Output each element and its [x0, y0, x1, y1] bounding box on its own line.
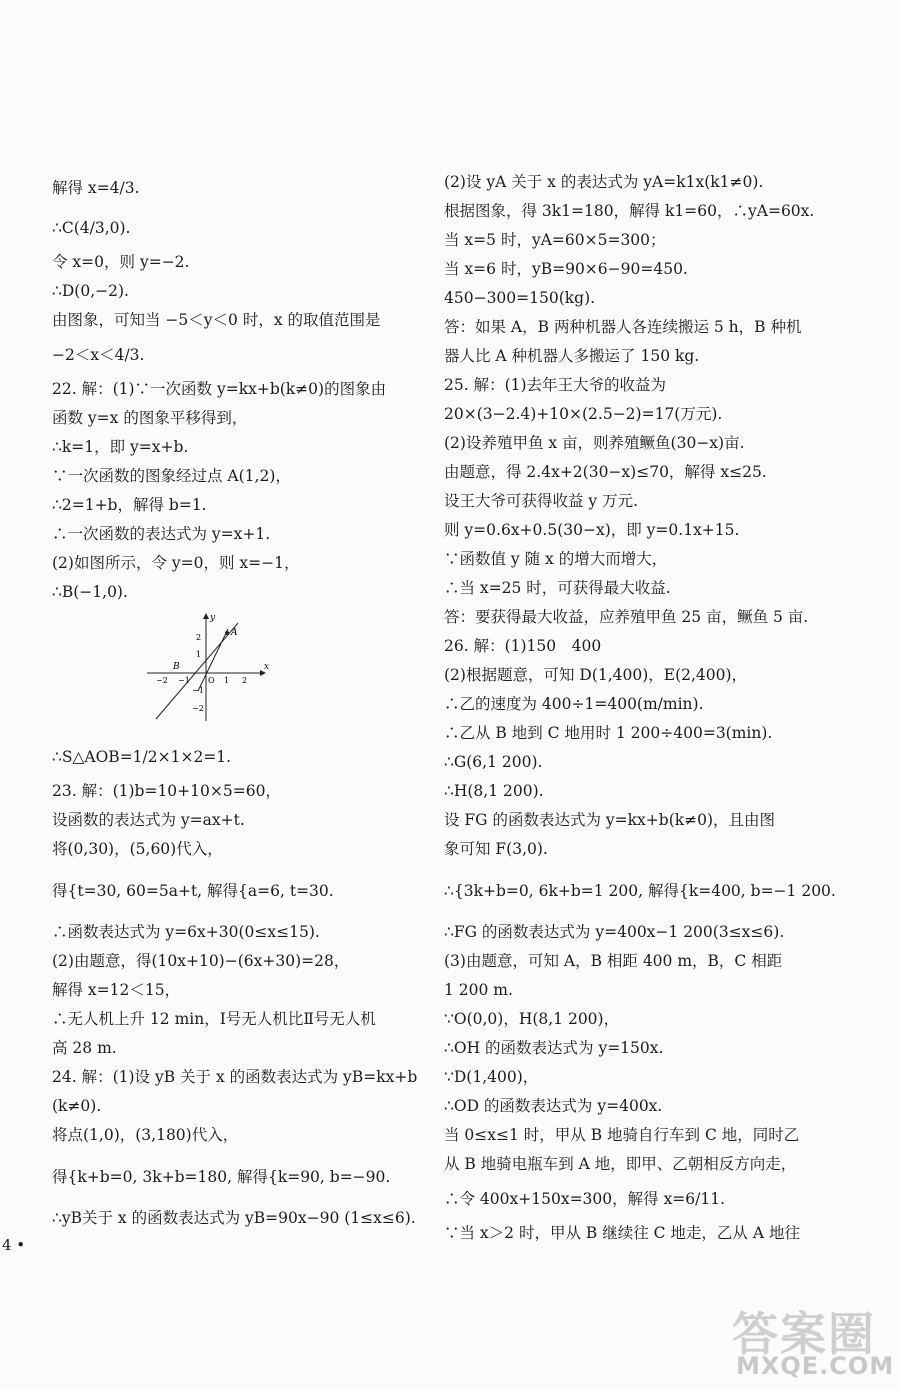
text-line: (2)如图所示，令 y=0，则 x=−1，	[52, 554, 300, 572]
text-line: 则 y=0.6x+0.5(30−x)，即 y=0.1x+15.	[444, 521, 740, 539]
text-line: 26. 解：(1)150 400	[444, 637, 602, 655]
text-line: ∴H(8,1 200).	[444, 782, 544, 800]
text-line: 24. 解：(1)设 yB 关于 x 的函数表达式为 yB=kx+b	[52, 1068, 418, 1086]
text-line: 设函数的表达式为 y=ax+t.	[52, 811, 245, 829]
y-axis-arrow	[203, 613, 209, 619]
point-b-label: B	[173, 662, 180, 672]
text-line: 设王大爷可获得收益 y 万元.	[444, 492, 639, 510]
text-line: (2)设养殖甲鱼 x 亩，则养殖鳜鱼(30−x)亩.	[444, 434, 745, 452]
text-line: (k≠0).	[52, 1097, 102, 1115]
text-line: ∴C(4/3,0).	[52, 219, 131, 237]
x-axis-label: x	[264, 662, 270, 672]
watermark-top-text: 答案圈	[732, 1307, 876, 1361]
text-line: 将点(1,0)，(3,180)代入，	[52, 1126, 239, 1144]
text-line: ∴yB关于 x 的函数表达式为 yB=90x−90 (1≤x≤6).	[52, 1209, 416, 1227]
text-line: 20×(3−2.4)+10×(2.5−2)=17(万元).	[444, 405, 723, 423]
x-tick-label: 2	[242, 676, 248, 685]
graph-svg	[142, 611, 272, 726]
text-line: 23. 解：(1)b=10+10×5=60，	[52, 782, 281, 800]
text-line: 22. 解：(1)∵一次函数 y=kx+b(k≠0)的图象由	[52, 380, 387, 398]
text-line: ∵当 x＞2 时，甲从 B 继续往 C 地走，乙从 A 地往	[444, 1224, 800, 1242]
text-line: 将(0,30)，(5,60)代入，	[52, 840, 223, 858]
left-column	[52, 168, 418, 1233]
linear-function-graph	[52, 611, 392, 729]
watermark-logo	[726, 1298, 896, 1384]
text-line: ∵函数值 y 随 x 的增大而增大，	[444, 550, 668, 568]
text-line: (2)由题意，得(10x+10)−(6x+30)=28，	[52, 952, 350, 970]
text-line: ∴乙从 B 地到 C 地用时 1 200÷400=3(min).	[444, 724, 773, 742]
text-line: 1 200 m.	[444, 981, 513, 999]
text-line: ∵O(0,0)，H(8,1 200)，	[444, 1010, 620, 1028]
text-line: 当 x=5 时，yA=60×5=300；	[444, 231, 666, 249]
text-line: 450−300=150(kg).	[444, 289, 596, 307]
y-tick-label: 1	[196, 650, 202, 659]
text-line: ∴B(−1,0).	[52, 583, 128, 601]
point-a-label: A	[231, 628, 238, 638]
text-line: ∴无人机上升 12 min，Ⅰ号无人机比Ⅱ号无人机	[52, 1010, 376, 1028]
text-line: ∴D(0,−2).	[52, 282, 129, 300]
y-tick-label: −1	[192, 686, 204, 695]
text-line: 器人比 A 种机器人多搬运了 150 kg.	[444, 347, 700, 365]
text-line: 由题意，得 2.4x+2(30−x)≤70，解得 x≤25.	[444, 463, 767, 481]
text-line: 当 0≤x≤1 时，甲从 B 地骑自行车到 C 地，同时乙	[444, 1126, 800, 1144]
text-line: ∴FG 的函数表达式为 y=400x−1 200(3≤x≤6).	[444, 923, 785, 941]
text-line: ∴{3k+b=0, 6k+b=1 200, 解得{k=400, b=−1 200.	[444, 882, 836, 900]
text-line: ∴k=1，即 y=x+b.	[52, 438, 189, 456]
text-line: 解得 x=4/3.	[52, 179, 140, 197]
text-line: 答：要获得最大收益，应养殖甲鱼 25 亩，鳜鱼 5 亩.	[444, 608, 809, 626]
text-line: ∴乙的速度为 400÷1=400(m/min).	[444, 695, 704, 713]
text-line: ∴当 x=25 时，可获得最大收益.	[444, 579, 671, 597]
text-line: −2＜x＜4/3.	[52, 346, 145, 364]
text-line: (2)设 yA 关于 x 的表达式为 yA=k1x(k1≠0).	[444, 173, 764, 191]
x-tick-label: −1	[178, 676, 190, 685]
text-line: 得{k+b=0, 3k+b=180, 解得{k=90, b=−90.	[52, 1168, 391, 1186]
text-line: 根据图象，得 3k1=180，解得 k1=60，∴yA=60x.	[444, 202, 815, 220]
text-line: 函数 y=x 的图象平移得到，	[52, 409, 248, 427]
point-a-dot	[225, 631, 229, 635]
text-line: ∴函数表达式为 y=6x+30(0≤x≤15).	[52, 923, 320, 941]
text-line: ∴OH 的函数表达式为 y=150x.	[444, 1039, 664, 1057]
text-line: ∵一次函数的图象经过点 A(1,2)，	[52, 467, 291, 485]
text-line: ∴OD 的函数表达式为 y=400x.	[444, 1097, 663, 1115]
text-line: ∴一次函数的表达式为 y=x+1.	[52, 525, 271, 543]
text-line: (2)根据题意，可知 D(1,400)，E(2,400)，	[444, 666, 748, 684]
text-line: 设 FG 的函数表达式为 y=kx+b(k≠0)，且由图	[444, 811, 776, 829]
y-tick-label: 2	[196, 633, 202, 642]
text-line: 由图象，可知当 −5＜y＜0 时，x 的取值范围是	[52, 311, 381, 329]
text-line: ∴2=1+b，解得 b=1.	[52, 496, 207, 514]
x-tick-label: −2	[156, 676, 168, 685]
text-line: 令 x=0，则 y=−2.	[52, 253, 190, 271]
text-line: 解得 x=12＜15，	[52, 981, 181, 999]
text-line: 答：如果 A，B 两种机器人各连续搬运 5 h，B 种机	[444, 318, 802, 336]
text-line: ∴G(6,1 200).	[444, 753, 543, 771]
y-axis-label: y	[210, 613, 216, 623]
text-line: ∴令 400x+150x=300，解得 x=6/11.	[444, 1190, 726, 1208]
text-line: 从 B 地骑电瓶车到 A 地，即甲、乙朝相反方向走，	[444, 1155, 797, 1173]
origin-label: O	[208, 676, 215, 685]
x-tick-label: 1	[224, 676, 230, 685]
text-line: 得{t=30, 60=5a+t, 解得{a=6, t=30.	[52, 882, 334, 900]
text-line: ∵D(1,400)，	[444, 1068, 539, 1086]
watermark-url-text: MXQE.COM	[736, 1352, 895, 1380]
text-line: 当 x=6 时，yB=90×6−90=450.	[444, 260, 688, 278]
text-line: ∴S△AOB=1/2×1×2=1.	[52, 748, 232, 766]
text-line: 25. 解：(1)去年王大爷的收益为	[444, 376, 667, 394]
text-line: (3)由题意，可知 A，B 相距 400 m，B，C 相距	[444, 952, 783, 970]
right-column	[444, 168, 836, 1248]
text-line: 高 28 m.	[52, 1039, 117, 1057]
page-number: 4 •	[2, 1236, 26, 1254]
y-tick-label: −2	[192, 704, 204, 713]
text-line: 象可知 F(3,0).	[444, 840, 548, 858]
